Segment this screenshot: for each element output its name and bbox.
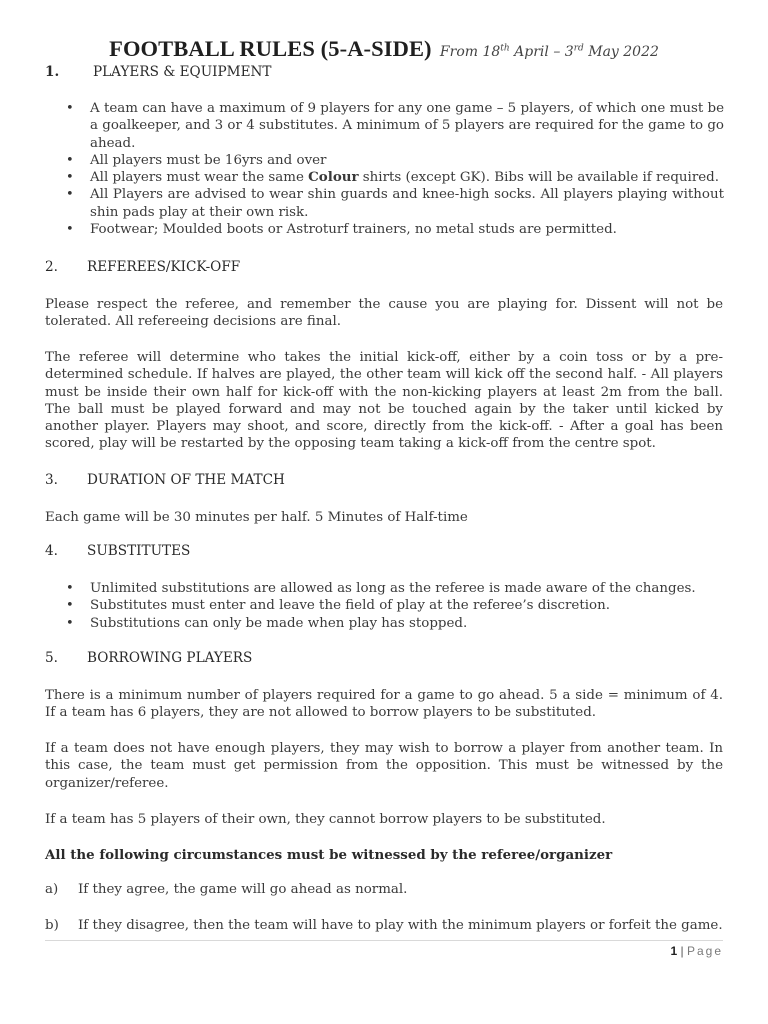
list-item	[64, 221, 724, 238]
page-title	[0, 36, 768, 62]
page-label: Page	[686, 944, 723, 958]
list-item-text: All players must be 16yrs and over	[90, 152, 327, 168]
paragraph: The referee will determine who takes the initial kick-off, either by a coin toss or by a pre-determined schedule. If halves are played, the other team will kick off the second half. - All players must be inside their own half for kick-off with the non-kicking players at least 2m from the ball. The ball must be played forward and may not be touched again by the taker until kicked by another player. Players may shoot, and score, directly from the kick-off. - After a goal has been scored, play will be restarted by the opposing team taking a kick-off from the centre spot.	[45, 350, 723, 452]
item-marker: a)	[45, 882, 59, 897]
list-item-text: Unlimited substitutions are allowed as long as the referee is made aware of the changes.	[90, 581, 696, 596]
list-item	[64, 597, 724, 614]
section-3-heading	[45, 472, 285, 488]
footer-divider	[45, 940, 723, 941]
list-item-text: Substitutes must enter and leave the field of play at the referee’s discretion.	[90, 598, 610, 614]
page-number: 1	[670, 944, 678, 958]
bullet-icon: •	[66, 222, 74, 238]
footer-separator: |	[677, 944, 687, 958]
section-4-heading	[45, 543, 190, 559]
list-item	[64, 169, 724, 186]
lettered-item-b	[45, 918, 723, 933]
title-from: From 18	[439, 44, 501, 60]
item-text: If they disagree, then the team will have to play with the minimum players or forfeit the game.	[78, 918, 723, 933]
section-title: SUBSTITUTES	[87, 543, 191, 559]
section-5-heading	[45, 650, 252, 666]
bullet-icon: •	[66, 598, 74, 614]
list-item-text: All Players are advised to wear shin guards and knee-high socks. All players playing without shin pads play at their own risk.	[90, 187, 724, 220]
bullet-icon: •	[66, 581, 74, 596]
section-2-heading	[45, 259, 240, 275]
page-footer	[670, 944, 723, 958]
title-main: FOOTBALL RULES (5-A-SIDE)	[109, 36, 432, 61]
section-number: 1.	[45, 64, 60, 80]
section-number: 5.	[45, 650, 58, 666]
item-text: If they agree, the game will go ahead as normal.	[78, 882, 408, 897]
list-item-text: shirts (except GK). Bibs will be available if required.	[358, 170, 719, 186]
bullet-icon: •	[66, 170, 74, 186]
list-item	[64, 100, 724, 152]
title-sup-1: th	[500, 43, 510, 54]
section-1-heading	[45, 64, 271, 80]
paragraph: If a team does not have enough players, they may wish to borrow a player from another team. In this case, the team must get permission from the opposition. This must be witnessed by the organizer/referee.	[45, 741, 723, 791]
section-title: DURATION OF THE MATCH	[87, 472, 285, 488]
bullet-icon: •	[66, 615, 74, 631]
paragraph: Please respect the referee, and remember the cause you are playing for. Dissent will not be tolerated. All refereeing decisions are final.	[45, 297, 723, 330]
list-item	[64, 152, 724, 169]
list-item-text: A team can have a maximum of 9 players for any one game – 5 players, of which one must be a goalkeeper, and 3 or 4 substitutes. A minimum of 5 players are required for the game to go ahead.	[90, 101, 724, 151]
list-item-text: Footwear; Moulded boots or Astroturf trainers, no metal studs are permitted.	[90, 222, 617, 238]
section-title: BORROWING PLAYERS	[87, 650, 253, 666]
bullet-icon: •	[66, 187, 74, 203]
section-number: 2.	[45, 259, 58, 275]
section-number: 3.	[45, 472, 58, 488]
section-1-bullet-list	[64, 100, 724, 238]
section-title: REFEREES/KICK-OFF	[87, 259, 241, 275]
paragraph: If a team has 5 players of their own, they cannot borrow players to be substituted.	[45, 812, 606, 827]
list-item	[64, 580, 724, 597]
title-end: May 2022	[583, 44, 659, 60]
title-mid: April – 3	[509, 44, 574, 60]
section-number: 4.	[45, 543, 58, 559]
item-marker: b)	[45, 918, 59, 933]
section-4-bullet-list	[64, 580, 724, 632]
list-item	[64, 186, 724, 221]
list-item-text: Substitutions can only be made when play has stopped.	[90, 615, 468, 631]
section-title: PLAYERS & EQUIPMENT	[93, 64, 272, 80]
title-sup-2: rd	[573, 43, 584, 54]
paragraph: Each game will be 30 minutes per half. 5 Minutes of Half-time	[45, 510, 468, 525]
title-date-range	[440, 44, 659, 60]
bullet-icon: •	[66, 152, 74, 168]
list-item-text: All players must wear the same	[90, 170, 309, 186]
lettered-item-a	[45, 882, 407, 897]
bold-paragraph: All the following circumstances must be witnessed by the referee/organizer	[45, 847, 613, 863]
list-item	[64, 615, 724, 632]
list-item-bold-text: Colour	[308, 169, 359, 186]
paragraph: There is a minimum number of players required for a game to go ahead. 5 a side = minimum of 4. If a team has 6 players, they are not allowed to borrow players to be substituted.	[45, 688, 723, 721]
bullet-icon: •	[66, 101, 74, 116]
